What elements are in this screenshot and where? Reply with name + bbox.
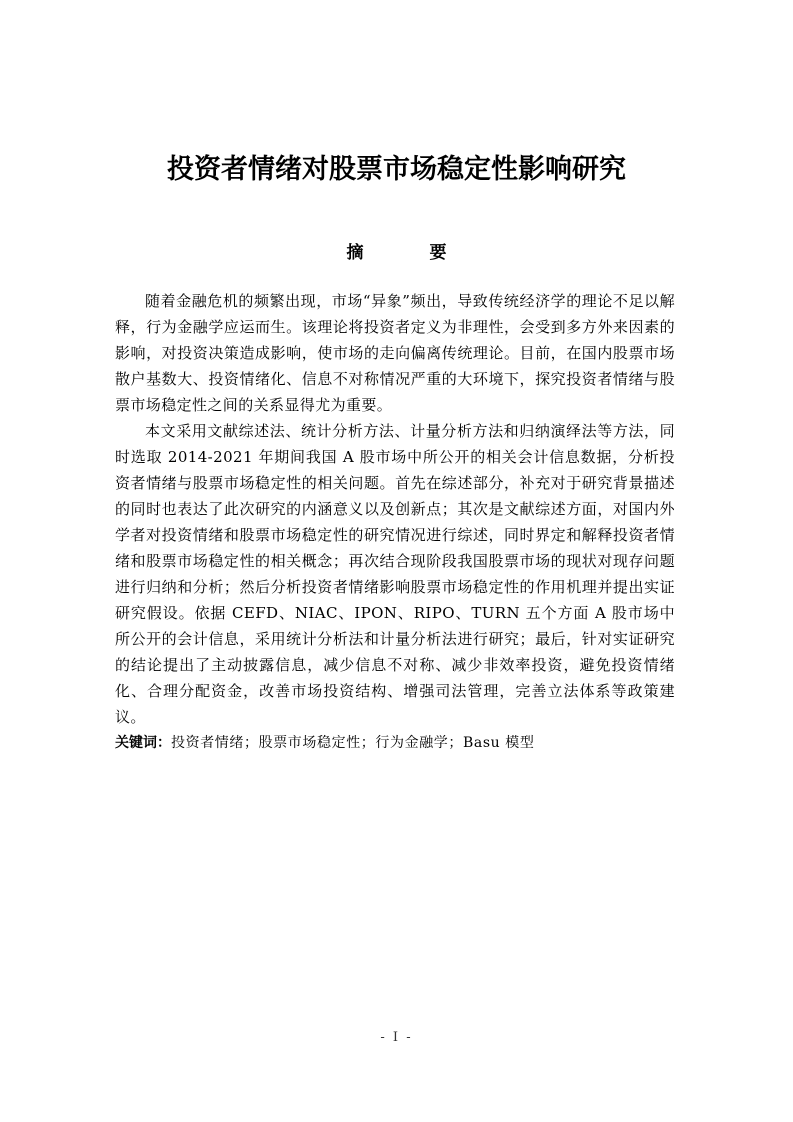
keywords-line: [115, 730, 675, 756]
keywords-text: 投资者情绪；股票市场稳定性；行为金融学；Basu 模型: [171, 735, 535, 751]
abstract-body: [115, 288, 675, 730]
document-title: 投资者情绪对股票市场稳定性影响研究: [167, 154, 626, 185]
keywords-label: 关键词：: [115, 735, 171, 751]
abstract-paragraph-2: 本文采用文献综述法、统计分析方法、计量分析方法和归纳演绎法等方法，同时选取 2014-2021 年期间我国 A 股市场中所公开的相关会计信息数据，分析投资者情绪与股票市场稳定性的相关问题。首先在综述部分，补充对于研究背景描述的同时也表达了此次研究的内涵意义以及创新点；其次是文献综述方面，对国内外学者对投资情绪和股票市场稳定性的研究情况进行综述，同时界定和解释投资者情绪和股票市场稳定性的相关概念；再次结合现阶段我国股票市场的现状对现存问题进行归纳和分析；然后分析投资者情绪影响股票市场稳定性的作用机理并提出实证研究假设。依据 CEFD、NIAC、IPON、RIPO、TURN 五个方面 A 股市场中所公开的会计信息，采用统计分析法和计量分析法进行研究；最后，针对实证研究的结论提出了主动披露信息，减少信息不对称、减少非效率投资，避免投资情绪化、合理分配资金，改善市场投资结构、增强司法管理，完善立法体系等政策建议。: [115, 422, 675, 726]
abstract-heading: 摘 要: [346, 243, 477, 263]
abstract-paragraph-1: 随着金融危机的频繁出现，市场“异象”频出，导致传统经济学的理论不足以解释，行为金融学应运而生。该理论将投资者定义为非理性，会受到多方外来因素的影响，对投资决策造成影响，使市场的走向偏离传统理论。目前，在国内股票市场散户基数大、投资情绪化、信息不对称情况严重的大环境下，探究投资者情绪与股票市场稳定性之间的关系显得尤为重要。: [115, 292, 675, 414]
page-number: - I -: [380, 1030, 413, 1045]
